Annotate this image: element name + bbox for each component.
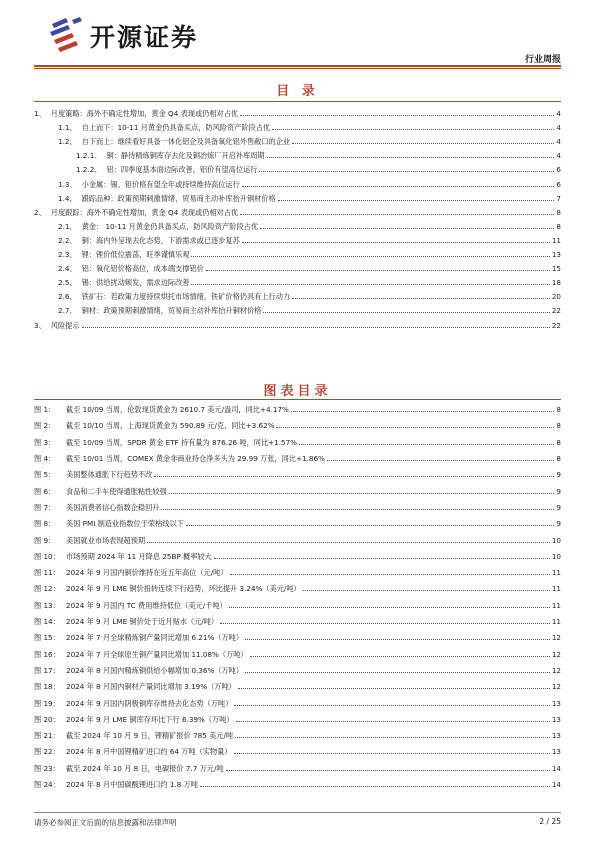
page-number: 2 / 25 [539,817,561,826]
figure-entry-title: 2024 年 7 月全球精炼铜产量同比增加 6.21%（万吨） [66,633,244,643]
figure-entry-page: 12 [551,633,561,643]
header-divider [34,65,561,67]
figure-leader-dots [220,622,550,624]
figure-entry[interactable] [34,613,561,626]
figure-entry[interactable] [34,743,561,756]
toc-entry-title: 风险提示 [50,320,80,330]
toc-entry-page: 8 [556,221,561,231]
figure-leader-dots [245,671,550,673]
figure-entry-title: 2024 年 8 月中国锂精矿进口约 64 万吨（实物量） [66,747,232,757]
figure-entry-title: 2024 年 8 月中国碳酸锂进口约 1.8 万吨 [66,780,198,790]
figure-entry-number: 图 12： [34,584,60,594]
toc-entry-number: 2.6、 [58,292,77,302]
toc-entry-title: 黄金： 10-11 月黄金仍具备买点，防风险资产阶段占优 [81,221,259,231]
toc-entry-page: 18 [551,278,561,288]
figure-entry-number: 图 17： [34,665,60,675]
toc-leader-dots [278,199,555,201]
figure-leader-dots [147,541,550,543]
figure-leader-dots [299,443,554,445]
figure-entry[interactable] [34,434,561,447]
figure-entry[interactable] [34,776,561,789]
figure-entry-number: 图 24： [34,780,60,790]
figure-entry-number: 图 6： [34,486,56,496]
figure-leader-dots [250,655,550,657]
figure-leader-dots [229,606,550,608]
figure-leader-dots [291,410,555,412]
figure-entry[interactable] [34,629,561,642]
figure-entry-title: 截至 10/10 当周，上海现货黄金为 590.89 元/克，同比+3.62% [66,421,275,431]
figure-entry-page: 8 [556,437,561,447]
toc-title-rule [34,101,561,102]
figure-entry-page: 11 [551,584,561,594]
figure-leader-dots [234,752,550,754]
figures-title-rule [34,399,561,400]
figure-entry[interactable] [34,548,561,561]
toc-entry-page: 7 [556,193,561,203]
figure-entry-number: 图 10： [34,551,60,561]
toc-entry-page: 4 [556,151,561,161]
toc-entry-number: 2.5、 [58,278,77,288]
figure-entry-page: 12 [551,665,561,675]
figure-entry-number: 图 11： [34,568,60,578]
figure-leader-dots [245,638,550,640]
toc-entry-title: 铜：海内外呈现去化态势，下游需求或已逐步复苏 [81,235,240,245]
toc-entry-title: 铝：氧化铝价格高位，成本端支撑铝价 [81,264,204,274]
figure-entry-title: 市场预期 2024 年 11 月降息 25BP 概率较大 [66,551,212,561]
toc-leader-dots [292,297,550,299]
figure-entry-page: 13 [551,747,561,757]
figure-entry-number: 图 13： [34,600,60,610]
figure-entry[interactable] [34,760,561,773]
figure-entry-title: 2024 年 8 月国内精炼铜供给小幅增加 0.36%（万吨） [66,665,244,675]
toc-leader-dots [242,185,555,187]
toc-entry-number: 2.2、 [58,235,77,245]
toc-entry[interactable] [34,274,561,287]
figure-entry[interactable] [34,401,561,414]
figure-entry-title: 2024 年 9 月国内铜价维持在近五年高位（元/吨） [66,568,228,578]
toc-entry[interactable] [34,317,561,330]
figure-entry-page: 13 [551,698,561,708]
figure-entry[interactable] [34,515,561,528]
toc-entry-title: 铝：四季度基本面边际改善，铝价有望高位运行 [106,165,258,175]
figure-entry-title: 2024 年 9 月 LME 铜库存环比下行 6.39%（万吨） [66,714,234,724]
figure-entry[interactable] [34,499,561,512]
toc-entry[interactable] [34,161,561,174]
toc-entry-number: 2.4、 [58,264,77,274]
toc-entry[interactable] [34,147,561,160]
figure-entry[interactable] [34,646,561,659]
toc-leader-dots [260,227,554,229]
figure-entry-number: 图 7： [34,502,56,512]
toc-leader-dots [191,283,549,285]
figure-entry-number: 图 3： [34,437,56,447]
toc-leader-dots [242,241,550,243]
toc-entry-page: 4 [556,137,561,147]
figure-entry-title: 截至 2024 年 10 月 9 日，锂精矿报价 785 美元/吨 [66,731,234,741]
figure-leader-dots [276,426,554,428]
toc-leader-dots [292,142,554,144]
figure-entry-page: 11 [551,617,561,627]
toc-entry-title: 小金属：锡、钼价格有望全年或持续维持高位运行 [81,179,240,189]
figure-entry[interactable] [34,564,561,577]
toc-entry-title: 锂：锂价低位震荡，旺季谨慎乐观 [81,250,190,259]
figure-entry-page: 12 [551,649,561,659]
toc-entry-title: 锡：供给扰动频发，需求边际改善 [81,278,190,288]
toc-entry-number: 1.2、 [58,137,77,147]
figure-entry-title: 美国整体通胀下行趋势不改 [66,470,153,480]
toc-entry[interactable] [34,133,561,146]
figure-leader-dots [154,475,554,477]
figure-leader-dots [235,736,550,738]
toc-leader-dots [272,128,554,130]
figure-entry-page: 9 [556,470,561,480]
figure-entry-title: 2024 年 9 月 LME 铜价处于近月贴水（元/吨） [66,617,219,627]
toc-entry[interactable] [34,105,561,118]
figure-entry[interactable] [34,580,561,593]
figure-leader-dots [303,589,550,591]
toc-entry-page: 22 [551,306,561,316]
toc-entry[interactable] [34,302,561,315]
toc-entry-title: 铜：静待精炼铜库存去化及铜冶炼厂开启补库周期 [106,151,265,161]
figure-entry-title: 2024 年 9 月 LME 铜价扭转连续下行趋势，环比提升 3.24%（美元/吨） [66,584,301,594]
toc-entry-title: 铜材：政策预期刺激情绪，贸易商主动补库抬升铜材价格 [81,306,262,316]
toc-entry[interactable] [34,232,561,245]
toc-entry-page: 15 [551,264,561,274]
toc-entry-title: 月度跟踪：海外不确定性增加，黄金 Q4 表现或仍相对占优 [50,207,239,217]
toc-entry[interactable] [34,204,561,217]
figure-entry-number: 图 15： [34,633,60,643]
figure-leader-dots [161,508,554,510]
figure-leader-dots [186,524,555,526]
toc-entry[interactable] [34,288,561,301]
toc-entry-page: 8 [556,207,561,217]
figure-entry[interactable] [34,531,561,544]
figure-entry-number: 图 14： [34,617,60,627]
figure-entry-number: 图 16： [34,649,60,659]
figures-title: 图表目录 [263,384,332,399]
figure-entry[interactable] [34,483,561,496]
figure-entry-title: 2024 年 9 月国内 TC 费用维持低位（美元/千吨） [66,600,227,610]
header-divider-thin [34,68,561,69]
figure-entry-number: 图 22： [34,747,60,757]
figure-entry-number: 图 9： [34,535,56,545]
toc-entry-number: 1.2.2、 [76,165,102,175]
figure-entry-title: 截至 10/01 当周，COMEX 黄金非商业持仓净多头为 29.99 万张，同比+1.86% [66,454,325,464]
toc-entry-number: 3、 [34,320,46,330]
figure-entry-number: 图 19： [34,698,60,708]
figure-entry-title: 2024 年 8 月国内铜材产量同比增加 3.19%（万吨） [66,682,236,692]
toc-entry-page: 22 [551,320,561,330]
figure-entry-page: 14 [551,763,561,773]
figure-entry-title: 截至 10/09 当周，SPDR 黄金 ETF 持有量为 876.26 吨，同比+1.57% [66,437,298,447]
figure-entry-page: 11 [551,568,561,578]
figure-entry-title: 截至 2024 年 10 月 8 日，电碳报价 7.7 万元/吨 [66,763,224,773]
kaiyuan-logo-icon [46,16,86,52]
figure-leader-dots [200,785,550,787]
figure-entry-title: 食品和二手车使得通胀粘性较强 [66,486,167,496]
figure-entry[interactable] [34,694,561,707]
figure-entry[interactable] [34,450,561,463]
figure-entry-title: 美国 PMI 制造业指数位于荣枯线以下 [66,519,184,529]
figure-entry-page: 10 [551,551,561,561]
figure-entry-page: 9 [556,502,561,512]
figure-entry-number: 图 8： [34,519,56,529]
toc-entry-page: 20 [551,292,561,302]
toc-entry-page: 13 [551,250,561,259]
toc-title: 目 录 [276,84,319,99]
figure-leader-dots [169,492,555,494]
figure-entry-page: 8 [556,454,561,464]
figure-entry-page: 13 [551,714,561,724]
figure-leader-dots [214,557,550,559]
figure-entry[interactable] [34,711,561,724]
toc-entry-title: 月度策略：海外不确定性增加，黄金 Q4 表现或仍相对占优 [50,109,239,118]
toc-leader-dots [191,255,549,257]
figure-entry-page: 9 [556,486,561,496]
figure-entry[interactable] [34,678,561,691]
figure-entry-title: 2024 年 7 月全球原生铜产量同比增加 11.08%（万吨） [66,649,248,659]
toc-leader-dots [240,213,554,215]
figure-entry-number: 图 18： [34,682,60,692]
toc-entry-number: 1.1、 [58,123,77,133]
toc-entry-number: 2.3、 [58,250,77,259]
figure-entry[interactable] [34,417,561,430]
figure-entry-page: 13 [551,731,561,741]
figure-entry-title: 2024 年 9 月国内阴极铜库存维持去化态势（万吨） [66,698,233,708]
toc-entry-number: 1.4、 [58,193,77,203]
figure-entry-number: 图 4： [34,454,56,464]
brand-logo [46,16,226,52]
figure-entry-page: 14 [551,780,561,790]
toc-entry-number: 2、 [34,207,46,217]
figure-leader-dots [230,573,550,575]
figure-entry-number: 图 20： [34,714,60,724]
figure-entry[interactable] [34,597,561,610]
figure-entry-page: 10 [551,535,561,545]
figure-entry[interactable] [34,466,561,479]
toc-leader-dots [263,311,550,313]
figure-entry-page: 8 [556,421,561,431]
toc-entry-title: 自下而上：继续看好具备一体化铝企及具备氧化铝外售敞口的企业 [81,137,291,147]
toc-entry-page: 6 [556,165,561,175]
toc-entry[interactable] [34,218,561,231]
figure-entry-page: 9 [556,519,561,529]
toc-leader-dots [259,170,554,172]
figure-entry-title: 美国就业市场表现超预期 [66,535,146,545]
toc-entry-title: 自上而下：10-11 月黄金仍具备买点，防风险资产阶段占优 [81,123,271,133]
report-type-label: 行业周报 [524,55,561,65]
toc-entry-page: 4 [556,123,561,133]
toc-entry[interactable] [34,176,561,189]
toc-entry-number: 1.2.1、 [76,151,102,161]
footer-disclaimer: 请务必参阅正文后面的信息披露和法律声明 [34,818,177,827]
figure-entry[interactable] [34,727,561,740]
toc-entry-page: 11 [551,235,561,245]
figure-entry-title: 截至 10/09 当周，伦敦现货黄金为 2610.7 美元/盎司，同比+4.17% [66,405,289,415]
figure-entry-number: 图 23： [34,763,60,773]
toc-entry-title: 跟踪品种：政策预期刺激情绪，贸易商主动补库抬升铜材价格 [81,193,276,203]
figure-leader-dots [236,720,550,722]
toc-entry-number: 2.1、 [58,221,77,231]
footer-divider [34,812,561,813]
toc-leader-dots [82,326,550,328]
toc-leader-dots [240,114,554,116]
figure-leader-dots [238,687,550,689]
toc-leader-dots [267,156,555,158]
figure-entry-title: 美国消费者信心指数企稳回升 [66,502,160,512]
toc-leader-dots [206,269,550,271]
figure-entry-page: 8 [556,405,561,415]
figure-entry-number: 图 1： [34,405,56,415]
figure-leader-dots [234,704,550,706]
toc-entry[interactable] [34,190,561,203]
figure-leader-dots [327,459,555,461]
toc-entry[interactable] [34,246,561,259]
toc-entry-page: 6 [556,179,561,189]
figure-entry-page: 12 [551,682,561,692]
figure-leader-dots [226,769,550,771]
brand-name: 开源证券 [90,23,199,52]
figure-entry-number: 图 2： [34,421,56,431]
figure-entry[interactable] [34,662,561,675]
toc-entry-number: 1、 [34,109,46,118]
toc-entry[interactable] [34,119,561,132]
figure-entry-number: 图 21： [34,731,60,741]
toc-entry-title: 铁矿石：若政策力度持续烘托市场情绪，铁矿价格仍具有上行动力 [81,292,291,302]
toc-entry[interactable] [34,260,561,273]
figure-entry-number: 图 5： [34,470,56,480]
figure-entry-page: 11 [551,600,561,610]
toc-entry-number: 2.7、 [58,306,77,316]
toc-entry-number: 1.3、 [58,179,77,189]
toc-entry-page: 4 [556,109,561,118]
